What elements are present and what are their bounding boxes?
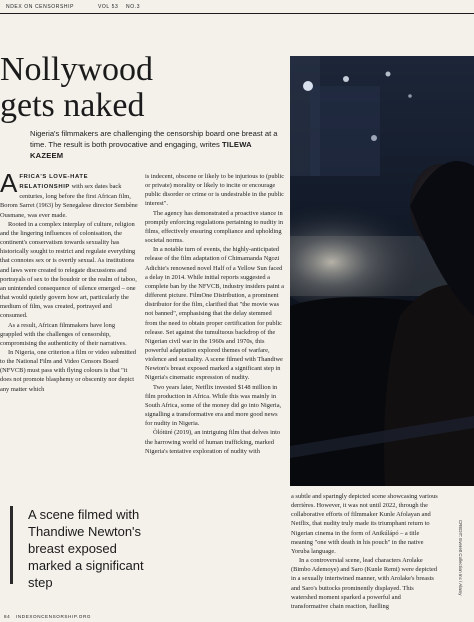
article-photo <box>290 56 474 486</box>
dropcap: A <box>0 168 18 198</box>
column-2 <box>145 172 285 456</box>
column-2-paragraph-4: Two years later, Netflix invested $148 million in film production in Africa. While this was mainly in South Africa, some of the money did go into Nigeria, signalling a transformative era and more good news for nudity in Nigeria. <box>145 383 282 428</box>
column-3 <box>291 492 439 611</box>
running-head-number: NO.3 <box>126 4 141 10</box>
pull-quote: A scene filmed with Thandiwe Newton's breast exposed marked a significant step <box>28 507 144 590</box>
headline-line-2: gets naked <box>0 87 145 124</box>
headline <box>0 52 290 124</box>
column-1-p1-text: with sex dates back centuries, long before the first African film, Borom Sarret (1963) by Senegalese director Sembène Ousmane, was ever made. <box>0 183 138 219</box>
standfirst-text: Nigeria's filmmakers are challenging the censorship board one breast at a time. The result is both provocative and engaging, writes <box>30 129 278 149</box>
running-head <box>0 0 474 14</box>
column-1 <box>0 168 138 394</box>
column-2-paragraph-1: is indecent, obscene or likely to be injurious to (public or private) morality or likely to incite or encourage public disorder or crime or is undesirable in the public interest". <box>145 173 285 208</box>
pull-quote-rule <box>10 506 13 584</box>
column-1-paragraph-4: In Nigeria, one criterion a film or video submitted to the National Film and Video Censors Board (NFVCB) must pass with flying colours is that "it does not promote blasphemy or obscenity nor depict any matter which <box>0 348 136 393</box>
photo-credit: CREDIT: Everett Collection Inc / Alamy <box>458 520 463 596</box>
byline: TILEWA KAZEEM <box>30 140 252 160</box>
footer-site: INDEXONCENSORSHIP.ORG <box>16 614 92 619</box>
standfirst <box>30 128 280 161</box>
column-1-paragraph-1 <box>0 168 138 220</box>
running-head-volume: VOL 53 <box>98 4 119 10</box>
column-3-paragraph-2: In a controversial scene, lead characters Arolake (Bimbo Ademoye) and Saro (Kunle Remi) were depicted in a sexually intertwined manner, with Arolake's breasts and Saro's buttocks prominently displayed. This watershed moment sparked a powerful and transformative chain reaction, fuelling <box>291 557 438 610</box>
column-3-paragraph-1: a subtle and sparingly depicted scene showcasing various derrières. However, it was not until 2022, through the collaborative efforts of filmmaker Kunle Afolayan and Netflix, that nudity truly made its triumphant return to Nigerian cinema in the form of Anikúlápó – a title meaning "one with death in his pouch" in the native Yoruba language. <box>291 493 438 555</box>
column-2-paragraph-2: The agency has demonstrated a proactive stance in promptly enforcing regulations pertaining to nudity in films, effectively ensuring compliance and upholding societal norms. <box>145 209 284 245</box>
lead-in: FRICA'S LOVE-HATE RELATIONSHIP <box>19 174 89 191</box>
page-footer <box>0 610 474 622</box>
column-1-paragraph-2: Rooted in a complex interplay of culture, religion and the lingering influences of colonisation, the continent's conservatism towards sexuality has historically sought to restrict and regulate everything that connotes sex or is overtly sexual. As institutions and laws were created to relegate discussions and portrayals of sex to the boudoir or the realm of taboo, an unintended consequence of silence emerged – one that would quietly govern how art, particularly the medium of film, was created, portrayed and consumed. <box>0 220 137 320</box>
page-number: 84 <box>4 614 11 619</box>
running-head-rule <box>0 13 474 14</box>
headline-line-1: Nollywood <box>0 51 153 88</box>
film-still-image <box>290 56 474 486</box>
column-2-paragraph-3: In a notable turn of events, the highly-anticipated release of the film adaptation of Chimamanda Ngozi Adichie's renowned novel Half of a Yellow Sun faced a delay in 2014. While initial reports suggested a complete ban by the NFVCB, industry insiders paint a different picture. FilmOne Distribution, a prominent distributor for the film, clarified that "the movie was not banned", emphasising that the delay stemmed from the need to obtain proper certification for public release. Set against the tumultuous backdrop of the Nigerian civil war in the 1960s and 1970s, this powerful adaptation explored themes of warfare, violence and sexuality. A scene filmed with Thandiwe Newton's breast exposed marked a significant step in Nigeria's cinematic expression of nudity. <box>145 246 284 382</box>
column-2-paragraph-5: Òlótūré (2019), an intriguing film that delves into the harrowing world of human trafficking, marked Nigeria's tentative exploration of nudity with <box>145 429 281 455</box>
running-head-section: NDEX ON CENSORSHIP <box>6 4 75 10</box>
column-1-paragraph-3: As a result, African filmmakers have long grappled with the challenges of censorship, compromising the authenticity of their narratives. <box>0 321 127 347</box>
